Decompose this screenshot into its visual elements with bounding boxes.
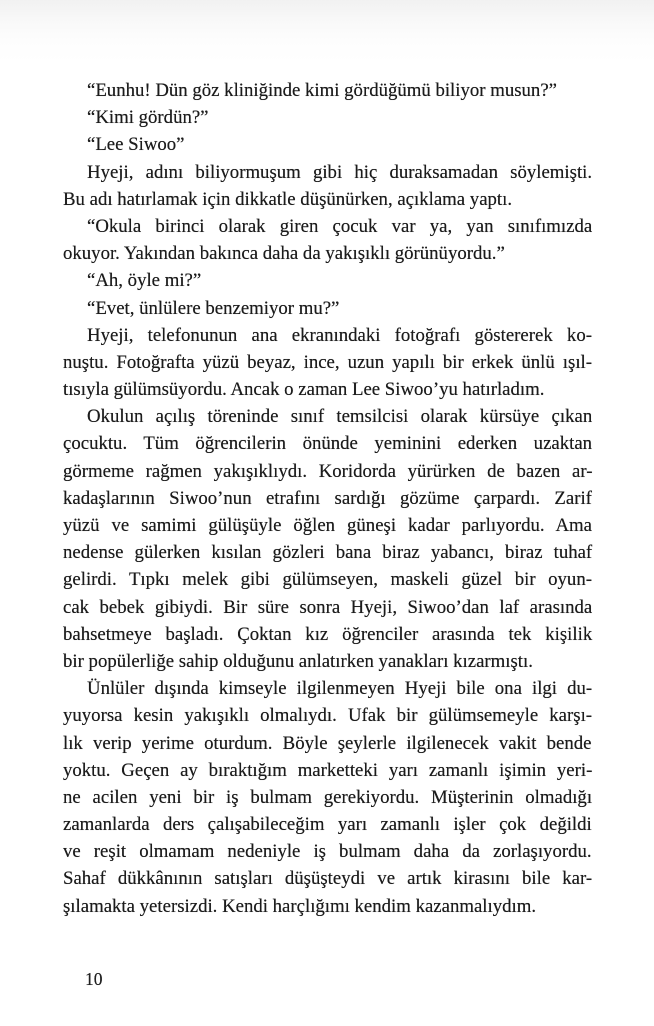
text-line: “Lee Siwoo” <box>87 134 185 156</box>
text-line: lık verip yerime oturdum. Böyle şeylerle ilgilenecek vakit bende <box>63 732 592 754</box>
paragraph <box>63 267 592 294</box>
paragraph <box>63 675 592 920</box>
text-line: görmeme rağmen yakışıklıydı. Koridorda yürürken de bazen ar- <box>63 460 593 482</box>
text-line: “Evet, ünlülere benzemiyor mu?” <box>87 297 340 319</box>
text-line: şılamakta yetersizdi. Kendi harçlığımı kendim kazanmalıydım. <box>63 895 537 917</box>
text-line: yoktu. Geçen ay bıraktığım marketteki yarı zamanlı işimin yeri- <box>63 759 593 781</box>
text-line: bir popülerliğe sahip olduğunu anlatırken yanakları kızarmıştı. <box>63 650 533 672</box>
text-line: “Ah, öyle mi?” <box>87 270 202 292</box>
paragraph <box>63 295 592 322</box>
page-text <box>63 77 592 920</box>
text-line: Ünlüler dışında kimseyle ilgilenmeyen Hyeji bile ona ilgi du- <box>87 678 593 700</box>
text-line: Sahaf dükkânının satışları düşüşteydi ve artık kirasını bile kar- <box>63 868 593 890</box>
text-line: Hyeji, adını biliyormuşum gibi hiç duraksamadan söylemişti. <box>87 161 593 183</box>
text-line: gelirdi. Tıpkı melek gibi gülümseyen, maskeli güzel bir oyun- <box>63 569 592 591</box>
paragraph <box>63 104 592 131</box>
text-line: “Kimi gördün?” <box>87 107 209 129</box>
paragraph <box>63 159 592 213</box>
text-line: Hyeji, telefonunun ana ekranındaki fotoğrafı göstererek ko- <box>87 324 592 346</box>
paragraph <box>63 403 592 675</box>
text-line: tısıyla gülümsüyordu. Ancak o zaman Lee Siwoo’yu hatırladım. <box>63 379 545 401</box>
text-line: zamanlarda ders çalışabileceğim yarı zamanlı işler çok değildi <box>63 814 592 836</box>
paragraph <box>63 322 592 404</box>
text-line: yüzü ve samimi gülüşüyle öğlen güneşi kadar parlıyordu. Ama <box>63 515 592 536</box>
text-line: Bu adı hatırlamak için dikkatle düşünürken, açıklama yaptı. <box>63 188 513 210</box>
text-line: nuştu. Fotoğrafta yüzü beyaz, ince, uzun yapılı bir erkek ünlü ışıl- <box>63 351 593 373</box>
text-line: ve reşit olmamam nedeniyle iş bulmam daha da zorlaşıyordu. <box>63 841 592 863</box>
text-line: yuyorsa kesin yakışıklı olmalıydı. Ufak bir gülümsemeyle karşı- <box>63 705 593 727</box>
text-line: “Okula birinci olarak giren çocuk var ya, yan sınıfımızda <box>87 215 593 237</box>
text-line: “Eunhu! Dün göz kliniğinde kimi gördüğümü biliyor musun?” <box>87 80 557 101</box>
paragraph <box>63 213 592 267</box>
text-line: okuyor. Yakından bakınca daha da yakışıklı görünüyordu.” <box>63 243 505 265</box>
text-line: ne acilen yeni bir iş bulmam gerekiyordu. Müşterinin olmadığı <box>63 786 593 808</box>
text-line: nedense gülerken kısılan gözleri bana biraz yabancı, biraz tuhaf <box>63 542 593 564</box>
text-line: Okulun açılış töreninde sınıf temsilcisi olarak kürsüye çıkan <box>87 406 593 428</box>
paragraph <box>63 131 592 158</box>
page-number: 10 <box>85 969 103 989</box>
paragraph <box>63 77 592 104</box>
text-line: kadaşlarının Siwoo’nun etrafını sardığı gözüme çarpardı. Zarif <box>63 487 592 509</box>
text-line: çocuktu. Tüm öğrencilerin önünde yeminini ederken uzaktan <box>63 433 593 455</box>
text-line: bahsetmeye başladı. Çoktan kız öğrenciler arasında tek kişilik <box>63 623 593 645</box>
text-line: cak bebek gibiydi. Bir süre sonra Hyeji, Siwoo’dan laf arasında <box>63 596 593 618</box>
